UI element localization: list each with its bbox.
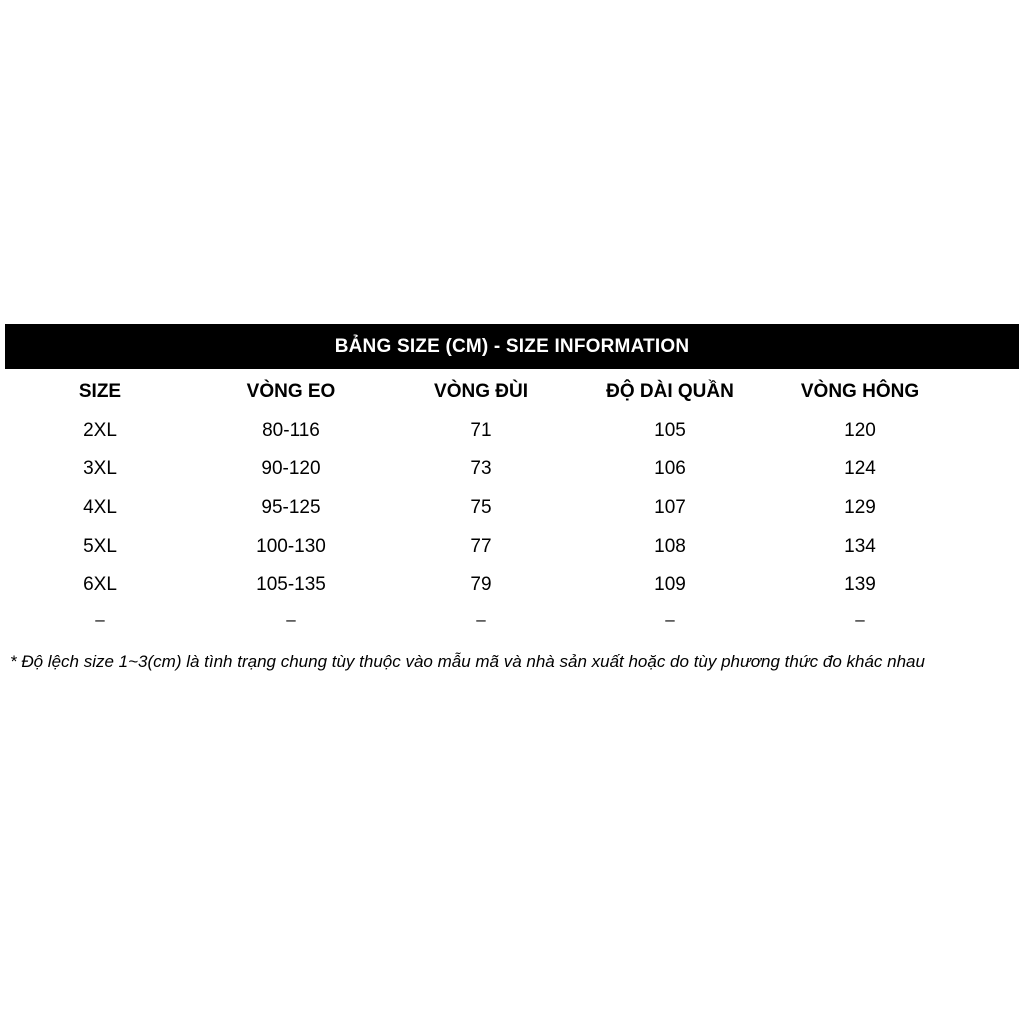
table-row: [0, 412, 1024, 451]
hip-cell: 120: [844, 419, 876, 441]
table-row: [0, 528, 1024, 567]
length-cell: 106: [654, 458, 686, 480]
thigh-cell: 79: [470, 574, 492, 596]
hip-cell: 134: [844, 535, 876, 557]
size-deviation-footnote: * Độ lệch size 1~3(cm) là tình trạng chung tùy thuộc vào mẫu mã và nhà sản xuất hoặc do tùy phương thức đo khác nhau: [10, 652, 925, 671]
placeholder-cell: –: [286, 610, 296, 630]
thigh-cell: 77: [470, 535, 492, 557]
hip-cell: 124: [844, 458, 876, 480]
size-chart-header: [5, 324, 1019, 369]
waist-cell: 80-116: [262, 419, 320, 441]
table-row: [0, 566, 1024, 605]
table-row: [0, 450, 1024, 489]
size-cell: 4XL: [83, 497, 117, 519]
column-header-size: SIZE: [78, 381, 122, 402]
thigh-cell: 73: [470, 458, 492, 480]
size-cell: 3XL: [83, 458, 117, 480]
thigh-cell: 75: [470, 497, 492, 519]
table-header-row: [0, 373, 1024, 412]
placeholder-cell: –: [855, 610, 865, 630]
length-cell: 109: [654, 574, 686, 596]
thigh-cell: 71: [470, 419, 492, 441]
size-cell: 2XL: [83, 419, 117, 441]
size-cell: 5XL: [83, 535, 117, 557]
length-cell: 105: [654, 419, 686, 441]
placeholder-cell: –: [95, 610, 105, 630]
column-header-length: ĐỘ DÀI QUẦN: [606, 381, 734, 402]
column-header-thigh: VÒNG ĐÙI: [434, 381, 528, 402]
size-table: [0, 373, 1024, 635]
waist-cell: 105-135: [256, 574, 326, 596]
placeholder-cell: –: [476, 610, 486, 630]
waist-cell: 95-125: [261, 497, 321, 519]
placeholder-row: [0, 605, 1024, 635]
size-chart-title: BẢNG SIZE (CM) - SIZE INFORMATION: [334, 335, 690, 357]
waist-cell: 100-130: [256, 535, 326, 557]
placeholder-cell: –: [665, 610, 675, 630]
size-cell: 6XL: [83, 574, 117, 596]
hip-cell: 129: [844, 497, 876, 519]
table-row: [0, 489, 1024, 528]
column-header-hip: VÒNG HÔNG: [800, 381, 920, 402]
column-header-waist: VÒNG EO: [246, 381, 336, 402]
waist-cell: 90-120: [261, 458, 321, 480]
length-cell: 108: [654, 535, 686, 557]
length-cell: 107: [654, 497, 686, 519]
hip-cell: 139: [844, 574, 876, 596]
